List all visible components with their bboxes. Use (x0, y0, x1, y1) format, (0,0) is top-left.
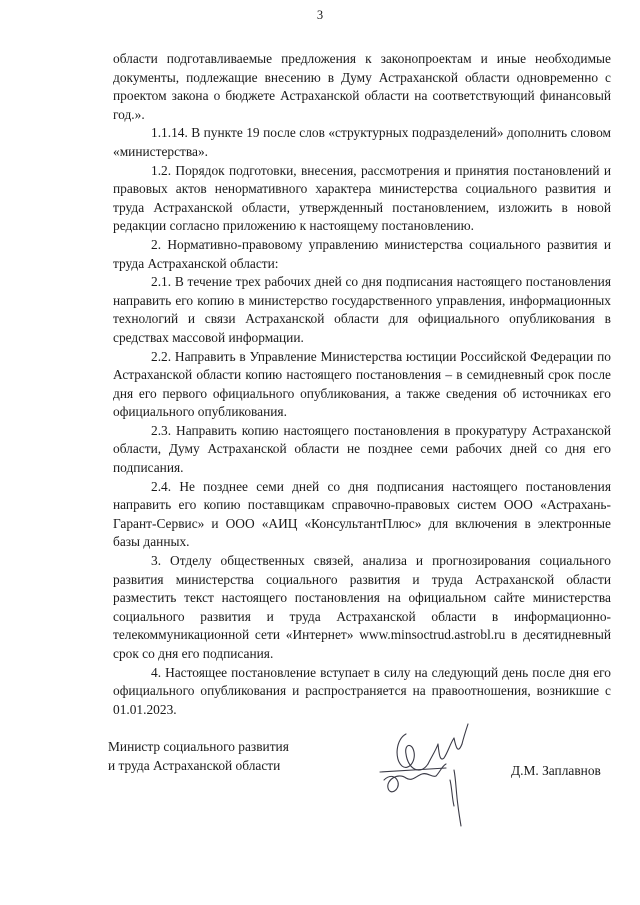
paragraph-4: 4. Настоящее постановление вступает в силу на следующий день после дня его официального опубликования и распространяется на правоотношения, возникшие с 01.01.2023. (113, 664, 611, 717)
paragraph-1-2: 1.2. Порядок подготовки, внесения, рассмотрения и принятия постановлений и правовых актов ненормативного характера министерства социального развития и труда Астраханской области, утвержденный постановлением, изложить в новой редакции согласно приложению к настоящему постановлению. (113, 162, 611, 234)
signer-name: Д.М. Заплавнов (511, 763, 601, 778)
paragraph-2-4: 2.4. Не позднее семи дней со дня подписания настоящего постановления направить его копию поставщикам справочно-правовых систем ООО «Астрахань-Гарант-Сервис» и ООО «АИЦ «КонсультантПлюс» для включения в электронные базы данных. (113, 478, 611, 550)
paragraph-2-1: 2.1. В течение трех рабочих дней со дня подписания настоящего постановления направить его копию в министерство государственного управления, информационных технологий и связи Астраханской области для официального опубликования в средствах массовой информации. (113, 274, 611, 345)
signature-block (108, 737, 628, 827)
page-number: 3 (316, 8, 324, 22)
paragraph-continuation: области подготавливаемые предложения к законопроектам и иные необходимые документы, подлежащие внесению в Думу Астраханской области одновременно с проектом закона о бюджете Астраханской области на соответствующий финансовый год.». (113, 51, 611, 122)
paragraph-3: 3. Отделу общественных связей, анализа и прогнозирования социального развития министерства социального развития и труда Астраханской области разместить текст настоящего постановления на официальном сайте министерства социального развития и труда Астраханской области в информационно-телекоммуникационной сети «Интернет» www.minsoctrud.astrobl.ru в десятидневный срок со дня его подписания. (113, 553, 611, 661)
paragraph-2-2: 2.2. Направить в Управление Министерства юстиции Российской Федерации по Астраханской области копию настоящего постановления – в семидневный срок после дня его первого официального опубликования, а также сведения об источниках его официального опубликования. (113, 348, 611, 420)
paragraph-1-1-14: 1.1.14. В пункте 19 после слов «структурных подразделений» дополнить словом «министерства». (113, 125, 611, 159)
signer-title-line-2: и труда Астраханской области (108, 758, 281, 773)
document-body (113, 50, 611, 719)
signer-title (108, 737, 368, 775)
paragraph-2-3: 2.3. Направить копию настоящего постановления в прокуратуру Астраханской области, Думу Астраханской области не позднее семи рабочих дней со дня его подписания. (113, 422, 611, 476)
signer-title-line-1: Министр социального развития (108, 739, 289, 754)
handwritten-signature (376, 714, 486, 829)
paragraph-2: 2. Нормативно-правовому управлению министерства социального развития и труда Астраханской области: (113, 236, 611, 271)
